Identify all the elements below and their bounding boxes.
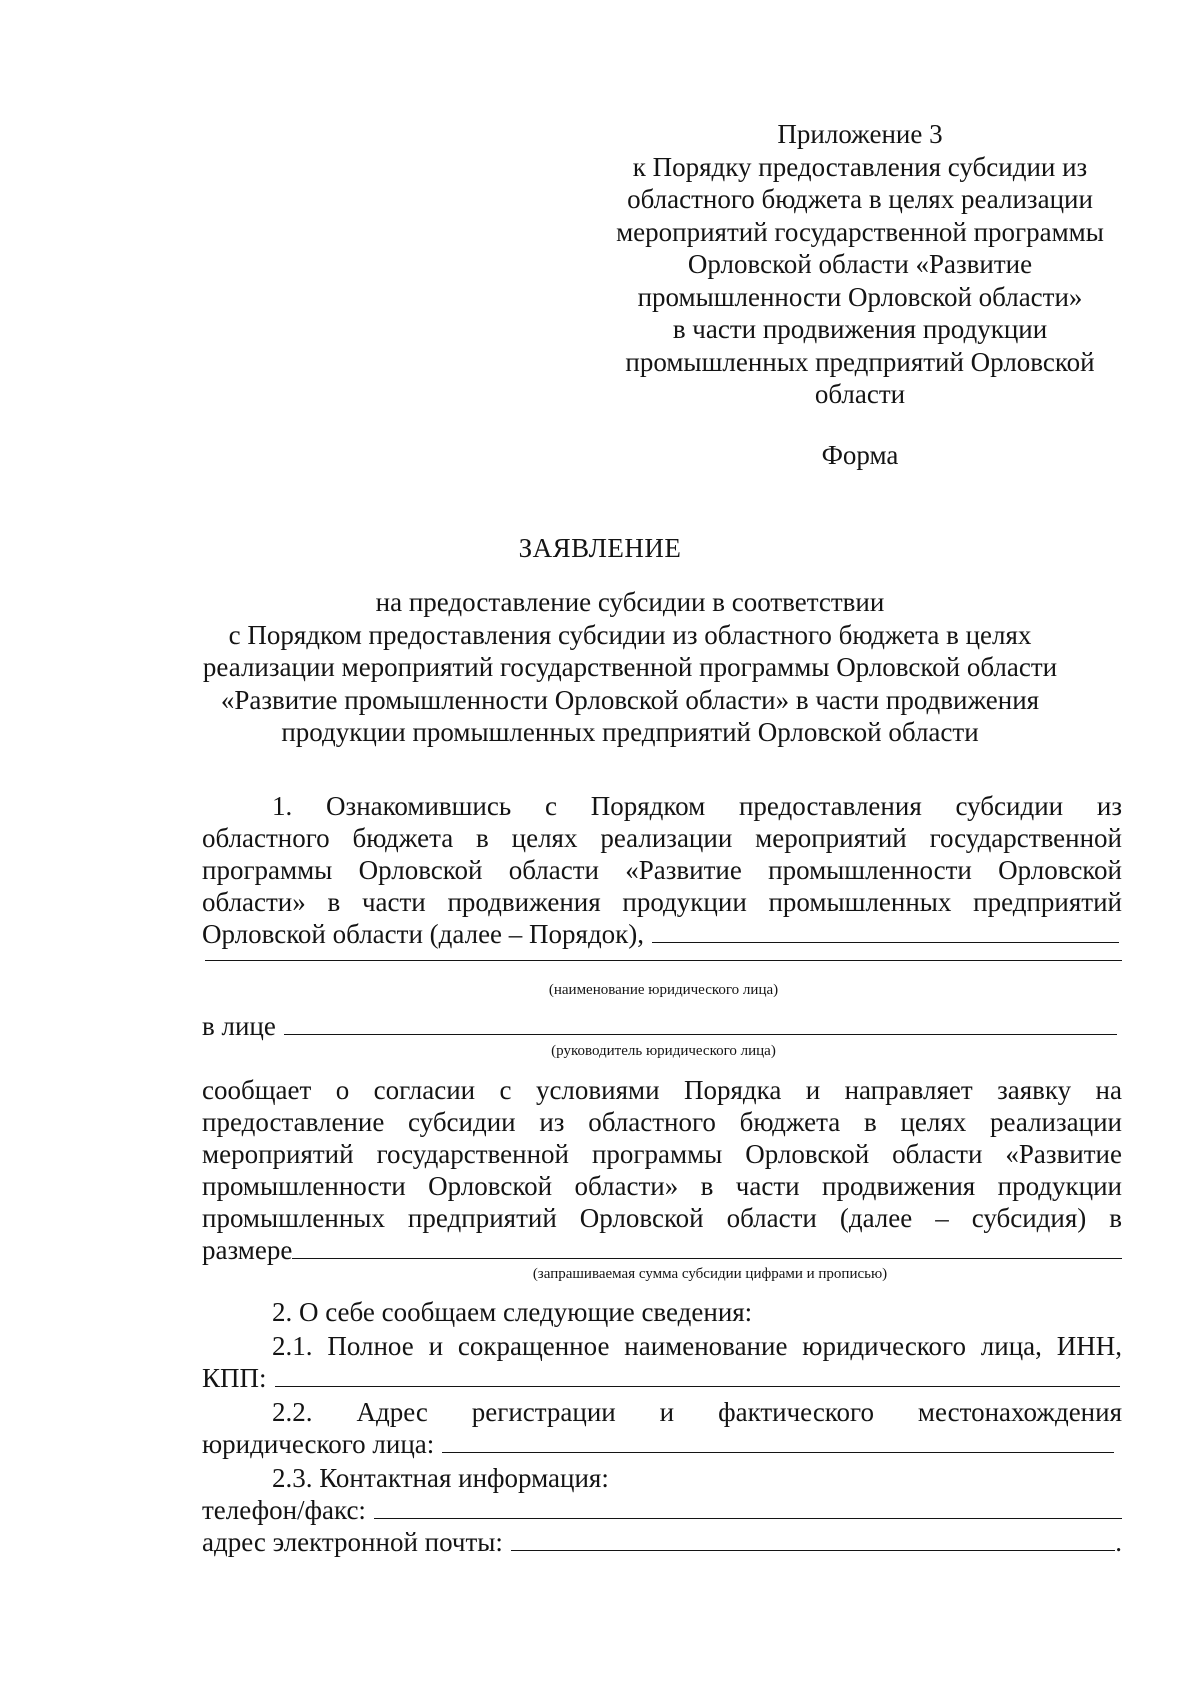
appendix-line: к Порядку предоставления субсидии из	[632, 151, 1088, 182]
email-field[interactable]	[511, 1528, 1115, 1551]
section1-last-text: Орловской области (далее – Порядок),	[202, 919, 645, 949]
appendix-header	[600, 118, 1120, 411]
legal-entity-caption: (наименование юридического лица)	[548, 982, 779, 998]
amount-caption: (запрашиваемая сумма субсидии цифрами и прописью)	[532, 1266, 888, 1282]
inn-kpp-field[interactable]	[275, 1364, 1120, 1387]
section1-line: области» в части продвижения продукции промышленных предприятий	[202, 887, 1122, 917]
appendix-line: в части продвижения продукции	[672, 314, 1048, 344]
email-end-period: .	[1115, 1527, 1122, 1557]
appendix-line: области	[814, 379, 906, 409]
consent-line: сообщает о согласии с условиями Порядка и направляет заявку на	[202, 1075, 1122, 1105]
consent-line: предоставление субсидии из областного бюджета в целях реализации	[202, 1107, 1122, 1137]
phone-line	[202, 1494, 1122, 1526]
subtitle-line: с Порядком предоставления субсидии из областного бюджета в целях	[228, 619, 1032, 650]
consent-line: промышленности Орловской области» в части продвижения продукции	[202, 1171, 1122, 1201]
appendix-line: мероприятий государственной программы	[616, 216, 1104, 247]
section1-line: программы Орловской области «Развитие промышленности Орловской	[202, 855, 1122, 885]
consent-line: промышленных предприятий Орловской области (далее – субсидия) в	[202, 1203, 1122, 1233]
in-person-line	[202, 1010, 1117, 1042]
phone-label: телефон/факс:	[202, 1495, 366, 1525]
head-caption: (руководитель юридического лица)	[551, 1043, 776, 1059]
section2-intro: 2. О себе сообщаем следующие сведения:	[272, 1297, 753, 1327]
email-line	[202, 1526, 1122, 1558]
address-field[interactable]	[442, 1430, 1114, 1453]
document-title: ЗАЯВЛЕНИЕ	[518, 533, 682, 563]
appendix-line: областного бюджета в целях реализации	[627, 184, 1093, 214]
amount-label: размере	[202, 1235, 293, 1265]
item21-kpp-line	[202, 1362, 1120, 1394]
appendix-line: Приложение 3	[777, 119, 943, 149]
phone-field[interactable]	[374, 1496, 1122, 1519]
kpp-label: КПП:	[202, 1363, 267, 1393]
item23-heading: 2.3. Контактная информация:	[272, 1463, 609, 1493]
appendix-line: Орловской области «Развитие	[687, 249, 1033, 279]
subtitle-line: «Развитие промышленности Орловской области» в части продвижения	[220, 684, 1040, 715]
legal-entity-field-line2[interactable]	[205, 960, 1122, 961]
form-label: Форма	[821, 440, 899, 470]
item21-line1: 2.1. Полное и сокращенное наименование юридического лица, ИНН,	[272, 1331, 1122, 1361]
subtitle-line: продукции промышленных предприятий Орловской области	[281, 717, 979, 747]
amount-line	[202, 1234, 1122, 1266]
document-subtitle	[190, 586, 1070, 749]
item22-line2	[202, 1428, 1114, 1460]
subtitle-line: реализации мероприятий государственной программы Орловской области	[202, 652, 1058, 682]
legal-entity-field-line1[interactable]	[652, 920, 1119, 943]
consent-line: мероприятий государственной программы Орловской области «Развитие	[202, 1139, 1122, 1169]
head-field[interactable]	[284, 1012, 1117, 1035]
address-label: юридического лица:	[202, 1429, 435, 1459]
section1-last-line	[202, 918, 1119, 950]
subtitle-line: на предоставление субсидии в соответствии	[375, 587, 885, 617]
appendix-line: промышленности Орловской области»	[637, 281, 1083, 312]
amount-field[interactable]	[292, 1236, 1122, 1259]
section1-line: 1. Ознакомившись с Порядком предоставления субсидии из	[272, 791, 1122, 821]
email-label: адрес электронной почты:	[202, 1527, 503, 1557]
in-person-label: в лице	[202, 1011, 276, 1041]
section1-line: областного бюджета в целях реализации мероприятий государственной	[202, 823, 1122, 853]
item22-line1: 2.2. Адрес регистрации и фактического местонахождения	[272, 1397, 1122, 1427]
appendix-line: промышленных предприятий Орловской	[625, 346, 1095, 377]
